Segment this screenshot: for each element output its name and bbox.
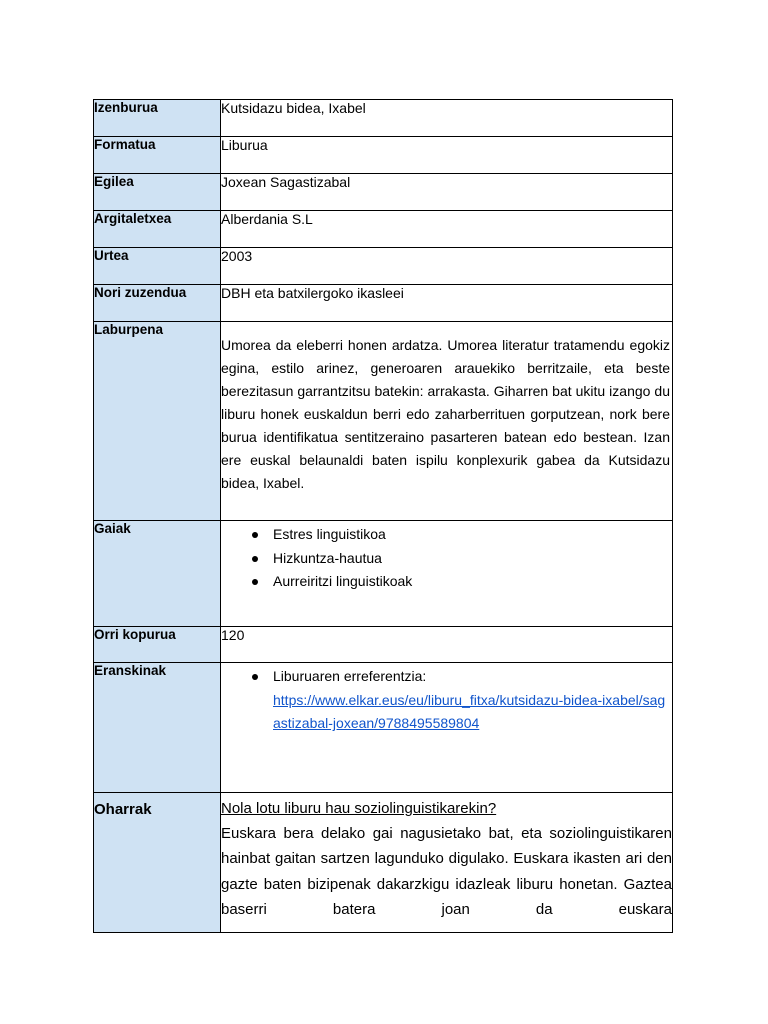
summary-text: Umorea da eleberri honen ardatza. Umorea literatur tratamendu egokiz egina, estilo arinez, generoaren arauekiko berritzaile, eta beste berezitasun garrantzitsu batekin: arrakasta. Giharren bat ukitu izango du liburu honek euskaldun berri edo zaharberrituen gorputzean, nork bere burua identifikatua sentitzeraino pasarteren batean edo bestean. Izan ere euskal belaunaldi baten ispilu konplexurik gabea da Kutsidazu bidea, Ixabel.: [221, 337, 670, 491]
row-orri-kopurua: [94, 627, 673, 663]
label-oharrak: Oharrak: [94, 793, 221, 933]
label-izenburua: Izenburua: [94, 100, 221, 137]
topics-list: [221, 523, 672, 594]
value-egilea: Joxean Sagastizabal: [221, 174, 673, 211]
label-eranskinak: Eranskinak: [94, 663, 221, 793]
reference-link[interactable]: https://www.elkar.eus/eu/liburu_fitxa/kutsidazu-bidea-ixabel/sagastizabal-joxean/9788495589804: [273, 691, 666, 731]
list-item: Aurreiritzi linguistikoak: [273, 570, 672, 594]
row-oharrak: [94, 793, 673, 933]
list-item: Estres linguistikoa: [273, 523, 672, 547]
value-nori-zuzendua: DBH eta batxilergoko ikasleei: [221, 285, 673, 322]
row-laburpena: [94, 322, 673, 521]
reference-label: Liburuaren erreferentzia:: [273, 668, 427, 684]
value-eranskinak: [221, 663, 673, 793]
label-orri-kopurua: Orri kopurua: [94, 627, 221, 663]
book-info-table: [93, 99, 673, 933]
label-nori-zuzendua: Nori zuzendua: [94, 285, 221, 322]
value-oharrak: [221, 793, 673, 933]
label-egilea: Egilea: [94, 174, 221, 211]
attachments-list: [221, 665, 672, 736]
label-formatua: Formatua: [94, 137, 221, 174]
label-urtea: Urtea: [94, 248, 221, 285]
value-laburpena: [221, 322, 673, 521]
row-nori-zuzendua: [94, 285, 673, 322]
notes-text: Euskara bera delako gai nagusietako bat, eta soziolinguistikaren hainbat gaitan sartzen lagunduko digulako. Euskara ikasten ari den gazte baten bizipenak dakarzkigu idazleak liburu honetan. Gaztea baserri batera joan da euskara: [221, 825, 672, 918]
value-urtea: 2003: [221, 248, 673, 285]
row-gaiak: [94, 521, 673, 627]
list-item: [273, 665, 672, 736]
label-gaiak: Gaiak: [94, 521, 221, 627]
list-item: Hizkuntza-hautua: [273, 547, 672, 571]
value-formatua: Liburua: [221, 137, 673, 174]
notes-question: Nola lotu liburu hau soziolinguistikarekin?: [221, 800, 497, 817]
value-argitaletxea: Alberdania S.L: [221, 211, 673, 248]
row-izenburua: [94, 100, 673, 137]
row-eranskinak: [94, 663, 673, 793]
row-argitaletxea: [94, 211, 673, 248]
value-izenburua: Kutsidazu bidea, Ixabel: [221, 100, 673, 137]
value-orri-kopurua: 120: [221, 627, 673, 663]
row-formatua: [94, 137, 673, 174]
label-argitaletxea: Argitaletxea: [94, 211, 221, 248]
value-gaiak: [221, 521, 673, 627]
row-egilea: [94, 174, 673, 211]
label-laburpena: Laburpena: [94, 322, 221, 521]
row-urtea: [94, 248, 673, 285]
